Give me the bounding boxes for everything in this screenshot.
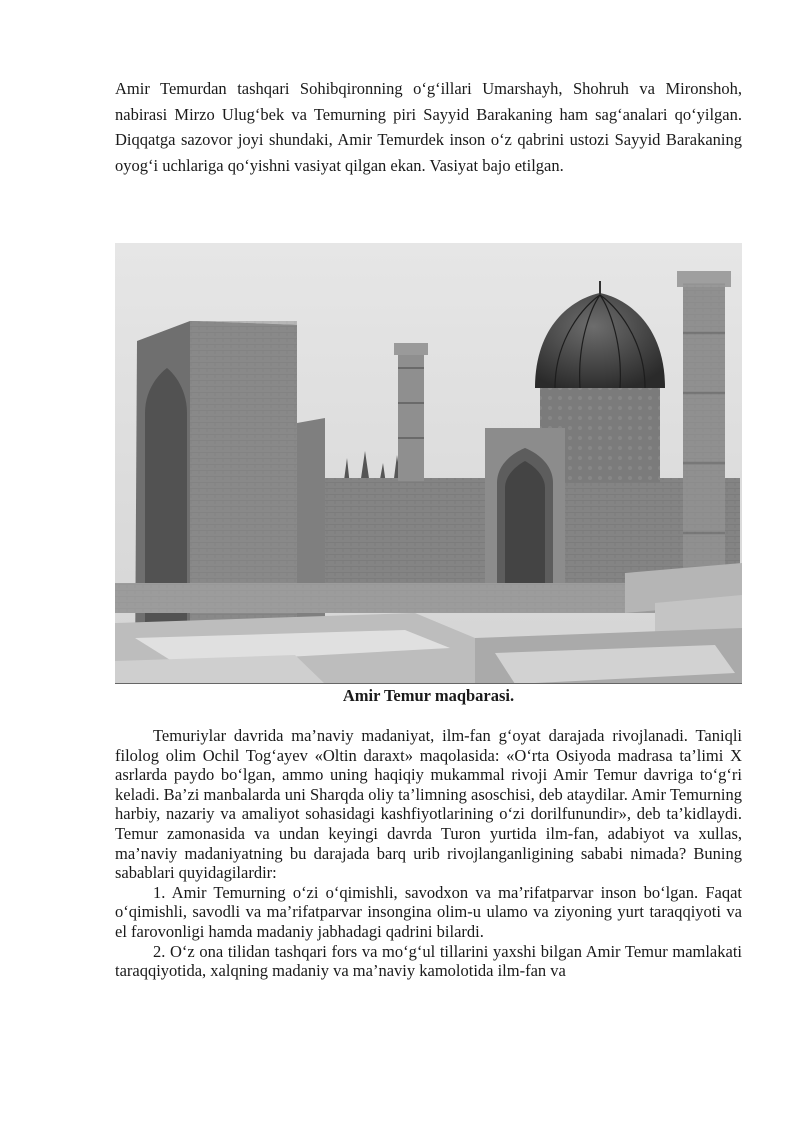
body-paragraph: 1. Amir Temurning o‘zi o‘qimishli, savodxon va ma’rifatparvar inson bo‘lgan. Faqat o‘qimishli, savodli va ma’rifatparvar insongina olim-u ulamo va ziyoning yurt taraqqiyoti va el farovonligi hamda madaniy jabhadagi qadrini bilardi. <box>115 882 742 941</box>
figure-caption: Amir Temur maqbarasi. <box>342 686 515 705</box>
body-paragraph: Temuriylar davrida ma’naviy madaniyat, ilm-fan g‘oyat darajada rivojlanadi. Taniqli filolog olim Ochil Tog‘ayev «Oltin daraxt» maqolasida: «O‘rta Osiyoda madrasa ta’limi X asrlarda paydo bo‘lgan, ammo uning haqiqiy mukammal rivoji Amir Temur davriga to‘g‘ri keladi. Ba’zi manbalarda uni Sharqda oliy ta’limning asoschisi, deb ataydilar. Amir Temurning harbiy, nazariy va amaliyot sohasidagi kashfiyotlarining o‘zi dorilfunundir», deb ta’kidlaydi. Temur zamonasida va undan keyingi davrda Turon yurtida ilm-fan, adabiyot va xullas, ma’naviy madaniyatning bu darajada barq urib rivojlanganligining sababi nimada? Buning sabablari quyidagilardir: <box>115 726 742 883</box>
body-text <box>115 726 742 981</box>
mausoleum-photo <box>115 243 742 684</box>
intro-paragraph: Amir Temurdan tashqari Sohibqironning o‘g‘illari Umarshayh, Shohruh va Mironshoh, nabirasi Mirzo Ulug‘bek va Temurning piri Sayyid Barakaning ham sag‘analari qo‘yilgan. Diqqatga sazovor joyi shundaki, Amir Temurdek inson o‘z qabrini ustozi Sayyid Barakaning oyog‘i uchlariga qo‘yishni vasiyat qilgan ekan. Vasiyat bajo etilgan. <box>115 79 742 175</box>
body-paragraph: 2. O‘z ona tilidan tashqari fors va mo‘g‘ul tillarini yaxshi bilgan Amir Temur mamlakati taraqqiyotida, xalqning madaniy va ma’naviy kamolotida ilm-fan va <box>115 941 742 981</box>
